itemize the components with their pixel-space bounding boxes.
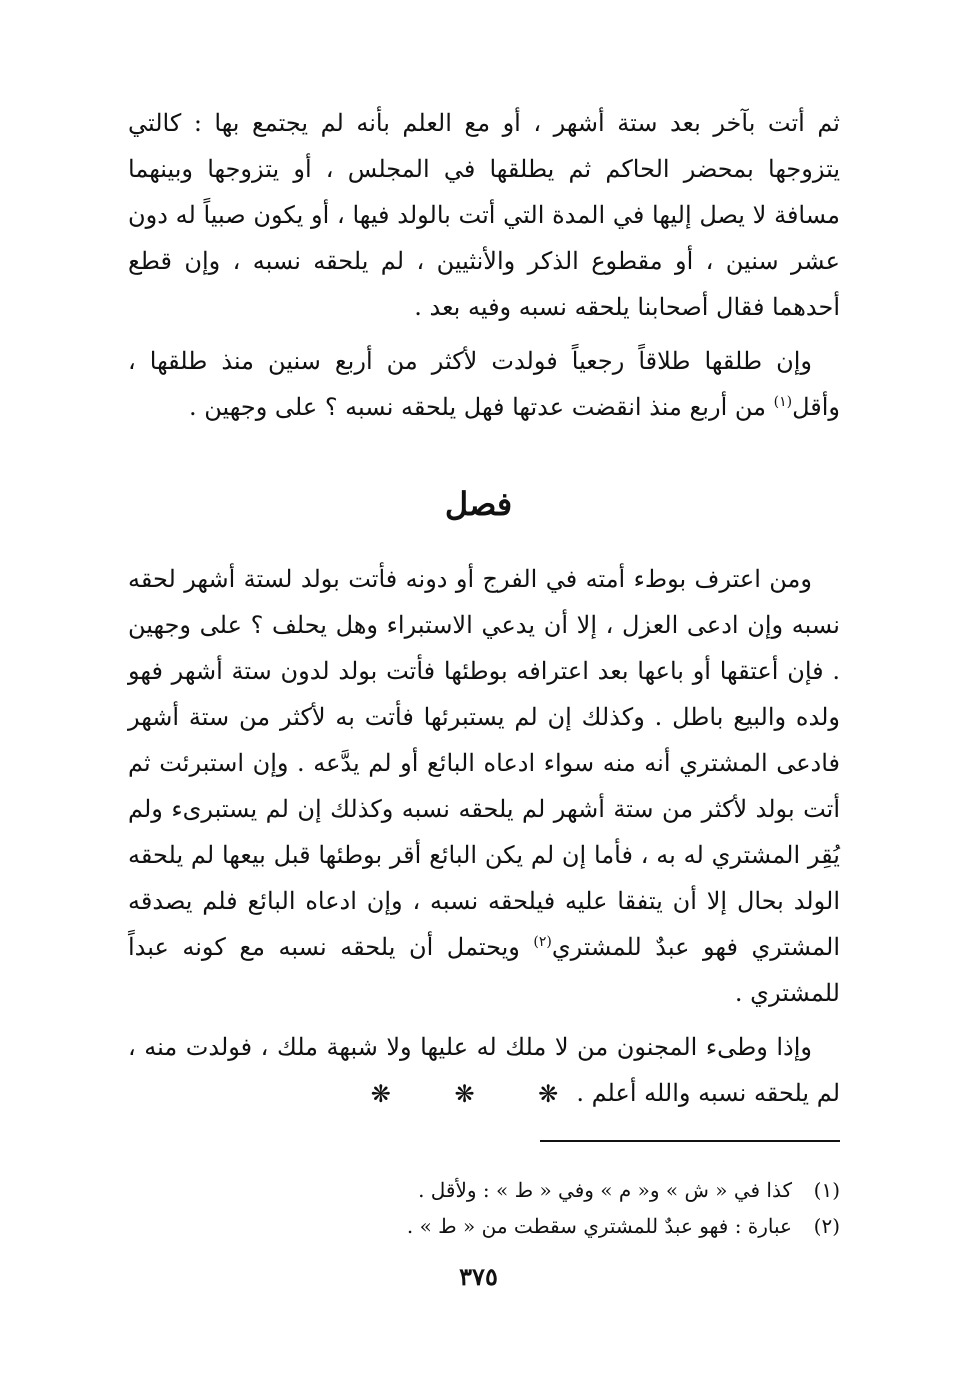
footnote-divider	[540, 1140, 840, 1142]
footnote-2	[128, 1208, 840, 1244]
paragraph-2-text-a: وإن طلقها طلاقاً رجعياً فولدت لأكثر من أربع سنين منذ طلقها ، وأقل	[128, 347, 840, 421]
paragraph-3-text-b: ويحتمل أن يلحقه نسبه مع كونه عبداً للمشتري .	[128, 933, 840, 1007]
top-text-block	[128, 100, 840, 430]
footnote-1-number: (١)	[813, 1178, 840, 1202]
paragraph-2	[128, 338, 840, 430]
footnote-2-number: (٢)	[813, 1214, 840, 1238]
footnote-1-text: كذا في « ش » و« م » وفي « ط » : ولأقل .	[418, 1178, 792, 1202]
footnote-ref-2: (٢)	[533, 934, 552, 950]
footnote-2-text: عبارة : فهو عبدٌ للمشتري سقطت من « ط » .	[406, 1214, 792, 1238]
footnotes	[128, 1172, 840, 1244]
paragraph-3-text-a: ومن اعترف بوطء أمته في الفرج أو دونه فأتت بولد لستة أشهر لحقه نسبه وإن ادعى العزل ، إلا أن يدعي الاستبراء وهل يحلف ؟ على وجهين . فإن أعتقها أو باعها بعد اعترافه بوطئها فأتت بولد لدون ستة أشهر فهو ولده والبيع باطل . وكذلك إن لم يستبرئها فأتت به لأكثر من ستة أشهر فادعى المشتري أنه منه سواء ادعاه البائع أو لم يدَّعه . وإن استبرئت ثم أتت بولد لأكثر من ستة أشهر لم يلحقه نسبه وكذلك إن لم يستبرىء ولم يُقِر المشتري له به ، فأما إن لم يكن البائع أقر بوطئها قبل بيعها لم يلحقه الولد بحال إلا أن يتفقا عليه فيلحقه نسبه ، وإن ادعاه البائع فلم يصدقه المشتري فهو عبدٌ للمشتري	[128, 565, 841, 961]
footnote-ref-1: (١)	[773, 394, 793, 410]
footnote-1	[128, 1172, 840, 1208]
paragraph-4: وإذا وطىء المجنون من لا ملك له عليها ولا شبهة ملك ، فولدت منه ، لم يلحقه نسبه والله أعلم .	[128, 1033, 840, 1107]
paragraph-3	[128, 556, 840, 1016]
page-number: ٣٧٥	[459, 1262, 498, 1291]
paragraph-2-text-b: من أربع منذ انقضت عدتها فهل يلحقه نسبه ؟ على وجهين .	[189, 393, 774, 421]
section-text-block	[128, 556, 840, 1116]
paragraph-1: ثم أتت بآخر بعد ستة أشهر ، أو مع العلم بأنه لم يجتمع بها : كالتي يتزوجها بمحضر الحاكم ثم يطلقها في المجلس ، أو يتزوجها وبينهما مسافة لا يصل إليها في المدة التي أتت بالولد فيها ، أو يكون صبياً له دون عشر سنين ، أو مقطوع الذكر والأنثيين ، لم يلحقه نسبه ، وإن قطع أحدهما فقال أصحابنا يلحقه نسبه وفيه بعد .	[128, 109, 840, 321]
section-title: فصل	[444, 485, 513, 523]
section-separator: ❋ ❋ ❋	[370, 1080, 587, 1108]
